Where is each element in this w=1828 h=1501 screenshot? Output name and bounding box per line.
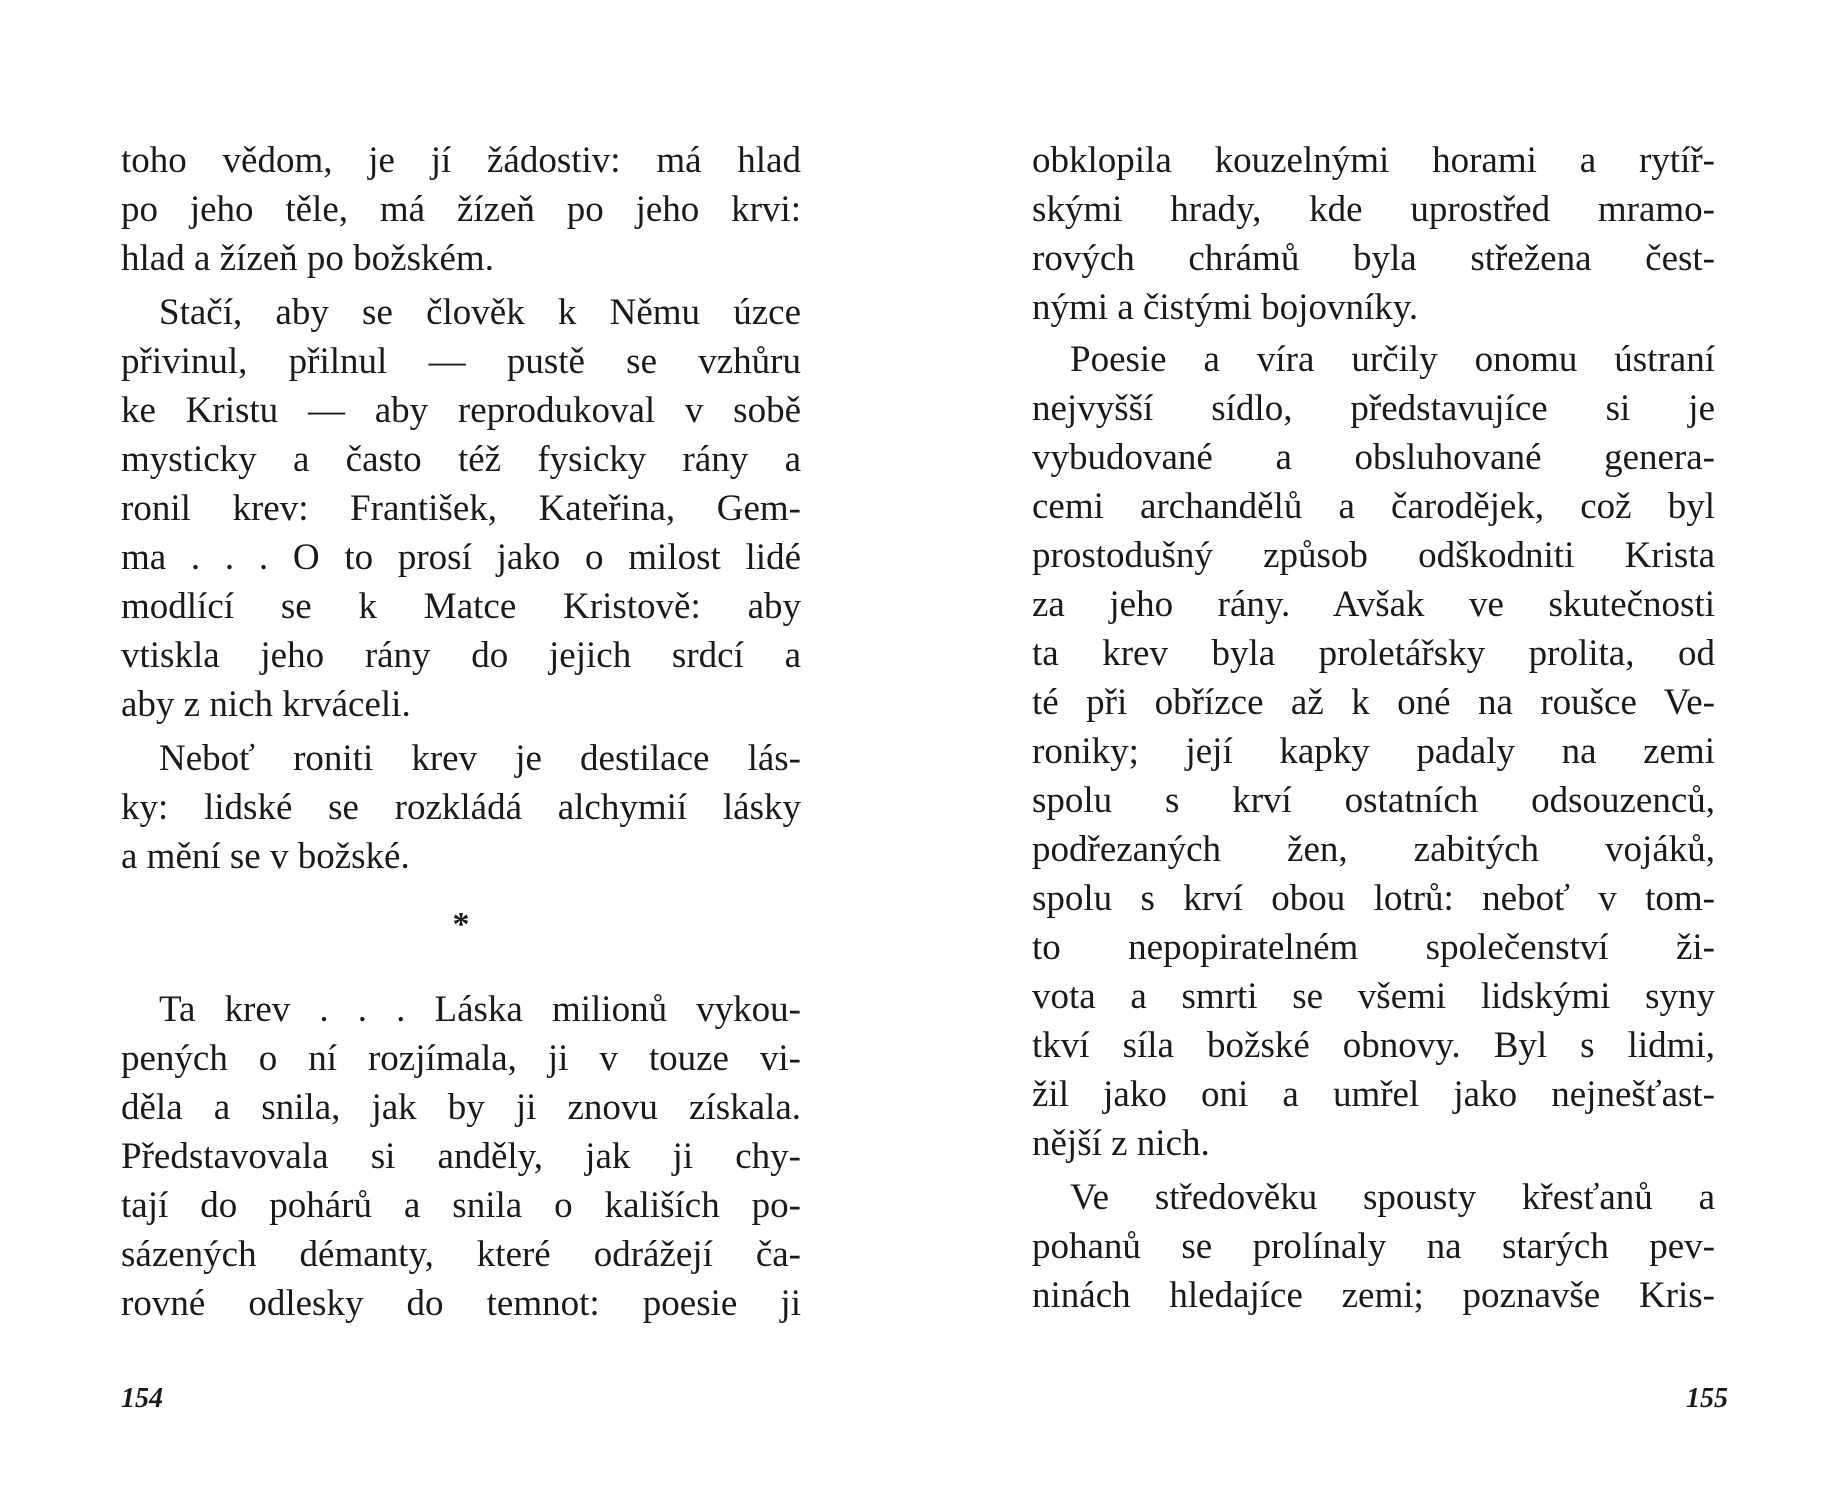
text-line: za jeho rány. Avšak ve skutečnosti bbox=[1032, 584, 1715, 625]
text-line: vtiskla jeho rány do jejich srdcí a bbox=[121, 635, 801, 676]
text-line: ronil krev: František, Kateřina, Gem- bbox=[121, 488, 801, 529]
section-separator: * bbox=[452, 906, 470, 943]
text-line: po jeho těle, má žízeň po jeho krvi: bbox=[121, 189, 801, 230]
text-line: rových chrámů byla střežena čest- bbox=[1032, 238, 1715, 279]
text-line: rovné odlesky do temnot: poesie ji bbox=[121, 1283, 801, 1324]
text-line: modlící se k Matce Kristově: aby bbox=[121, 586, 801, 627]
text-line: Ta krev . . . Láska milionů vykou- bbox=[159, 989, 801, 1030]
text-line: nější z nich. bbox=[1032, 1123, 1210, 1164]
text-line: obklopila kouzelnými horami a rytíř- bbox=[1032, 140, 1715, 181]
text-line: tají do pohárů a snila o kališích po- bbox=[121, 1185, 801, 1226]
text-line: té při obřízce až k oné na roušce Ve- bbox=[1032, 682, 1715, 723]
text-line: toho vědom, je jí žádostiv: má hlad bbox=[121, 140, 801, 181]
text-line: spolu s krví ostatních odsouzenců, bbox=[1032, 780, 1715, 821]
text-line: nejvyšší sídlo, představujíce si je bbox=[1032, 388, 1715, 429]
text-line: děla a snila, jak by ji znovu získala. bbox=[121, 1087, 801, 1128]
text-line: přivinul, přilnul — pustě se vzhůru bbox=[121, 341, 801, 382]
text-line: pohanů se prolínaly na starých pev- bbox=[1032, 1226, 1715, 1267]
text-line: spolu s krví obou lotrů: neboť v tom- bbox=[1032, 878, 1715, 919]
text-line: Neboť roniti krev je destilace lás- bbox=[159, 738, 801, 779]
text-line: nými a čistými bojovníky. bbox=[1032, 287, 1419, 328]
page-number: 155 bbox=[1686, 1383, 1728, 1414]
text-line: hlad a žízeň po božském. bbox=[121, 238, 494, 279]
text-line: aby z nich krváceli. bbox=[121, 684, 411, 725]
text-line: vybudované a obsluhované genera- bbox=[1032, 437, 1715, 478]
text-line: to nepopiratelném společenství ži- bbox=[1032, 927, 1715, 968]
right-page bbox=[914, 0, 1828, 1501]
text-line: a mění se v božské. bbox=[121, 836, 410, 877]
text-line: tkví síla božské obnovy. Byl s lidmi, bbox=[1032, 1025, 1715, 1066]
text-line: ninách hledajíce zemi; poznavše Kris- bbox=[1032, 1275, 1715, 1316]
text-line: podřezaných žen, zabitých vojáků, bbox=[1032, 829, 1715, 870]
text-line: skými hrady, kde uprostřed mramo- bbox=[1032, 189, 1715, 230]
text-line: prostodušný způsob odškodniti Krista bbox=[1032, 535, 1715, 576]
page-number: 154 bbox=[121, 1383, 163, 1414]
text-line: roniky; její kapky padaly na zemi bbox=[1032, 731, 1715, 772]
text-line: cemi archandělů a čarodějek, což byl bbox=[1032, 486, 1715, 527]
text-line: Stačí, aby se člověk k Němu úzce bbox=[159, 292, 801, 333]
text-line: mysticky a často též fysicky rány a bbox=[121, 439, 801, 480]
text-line: Ve středověku spousty křesťanů a bbox=[1070, 1177, 1715, 1218]
text-line: vota a smrti se všemi lidskými syny bbox=[1032, 976, 1715, 1017]
text-line: sázených démanty, které odrážejí ča- bbox=[121, 1234, 801, 1275]
text-line: Poesie a víra určily onomu ústraní bbox=[1070, 339, 1715, 380]
text-line: ta krev byla proletářsky prolita, od bbox=[1032, 633, 1715, 674]
text-line: žil jako oni a umřel jako nejnešťast- bbox=[1032, 1074, 1715, 1115]
text-line: pených o ní rozjímala, ji v touze vi- bbox=[121, 1038, 801, 1079]
text-line: ke Kristu — aby reprodukoval v sobě bbox=[121, 390, 801, 431]
text-line: Představovala si anděly, jak ji chy- bbox=[121, 1136, 801, 1177]
text-line: ma . . . O to prosí jako o milost lidé bbox=[121, 537, 801, 578]
text-line: ky: lidské se rozkládá alchymií lásky bbox=[121, 787, 801, 828]
